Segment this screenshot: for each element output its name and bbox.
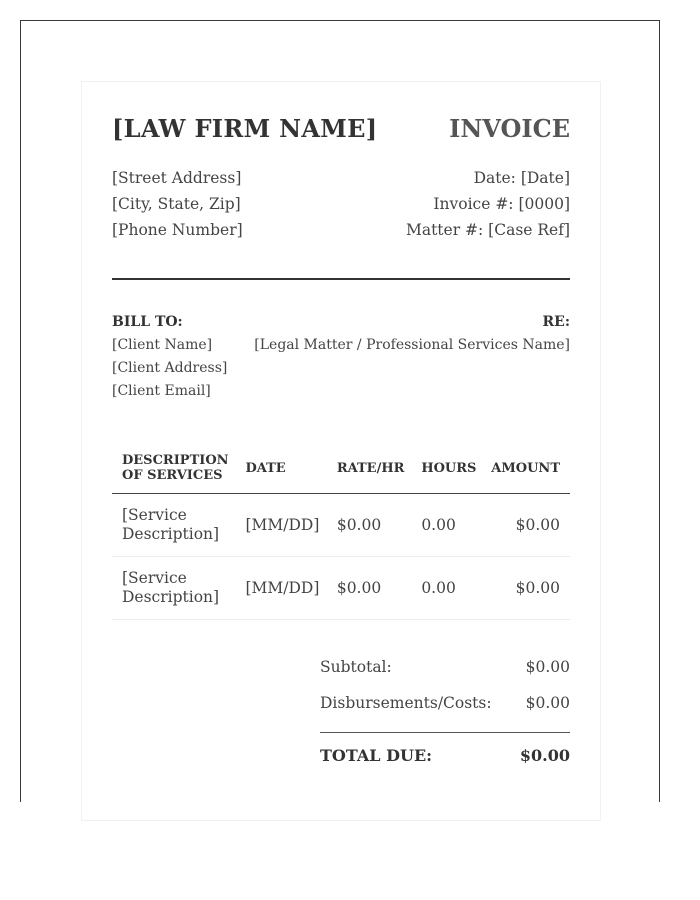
row-amount: $0.00 — [481, 494, 570, 557]
row-description-line2: Description] — [122, 525, 220, 543]
row-rate: $0.00 — [327, 557, 411, 620]
col-description-line2: OF SERVICES — [122, 468, 223, 483]
firm-city-state-zip: [City, State, Zip] — [112, 195, 241, 213]
re-matter: [Legal Matter / Professional Services Name] — [254, 337, 570, 353]
firm-name: [LAW FIRM NAME] — [112, 114, 378, 143]
bill-to-label: BILL TO: — [112, 314, 183, 330]
col-description-line1: DESCRIPTION — [122, 453, 229, 468]
col-rate: RATE/HR — [327, 443, 411, 494]
matter-number: Matter #: [Case Ref] — [405, 221, 570, 239]
header-divider — [112, 278, 570, 280]
col-date: DATE — [235, 443, 326, 494]
row-description — [112, 494, 235, 557]
row-description-line2: Description] — [122, 588, 220, 606]
subtotal-value: $0.00 — [525, 658, 570, 676]
row-amount: $0.00 — [481, 557, 570, 620]
col-description — [112, 443, 235, 494]
total-due-value: $0.00 — [519, 746, 570, 765]
col-amount: AMOUNT — [481, 443, 570, 494]
disbursements-label: Disbursements/Costs: — [320, 694, 492, 712]
invoice-title: INVOICE — [449, 114, 570, 143]
row-description-line1: [Service — [122, 506, 187, 524]
table-header-row — [112, 443, 570, 494]
col-hours: HOURS — [411, 443, 481, 494]
client-email: [Client Email] — [112, 383, 211, 399]
row-date: [MM/DD] — [235, 557, 326, 620]
invoice-number: Invoice #: [0000] — [433, 195, 570, 213]
row-description — [112, 557, 235, 620]
firm-street-address: [Street Address] — [112, 169, 242, 187]
table-row — [112, 557, 570, 620]
client-address: [Client Address] — [112, 360, 228, 376]
row-rate: $0.00 — [327, 494, 411, 557]
total-due-label: TOTAL DUE: — [320, 746, 433, 765]
row-hours: 0.00 — [411, 494, 481, 557]
client-name: [Client Name] — [112, 337, 213, 353]
totals-divider — [320, 732, 570, 733]
firm-phone: [Phone Number] — [112, 221, 243, 239]
re-label: RE: — [542, 314, 570, 330]
subtotal-label: Subtotal: — [320, 658, 392, 676]
table-row — [112, 494, 570, 557]
row-hours: 0.00 — [411, 557, 481, 620]
row-date: [MM/DD] — [235, 494, 326, 557]
disbursements-value: $0.00 — [525, 694, 570, 712]
invoice-date: Date: [Date] — [473, 169, 570, 187]
services-table — [112, 443, 570, 620]
row-description-line1: [Service — [122, 569, 187, 587]
